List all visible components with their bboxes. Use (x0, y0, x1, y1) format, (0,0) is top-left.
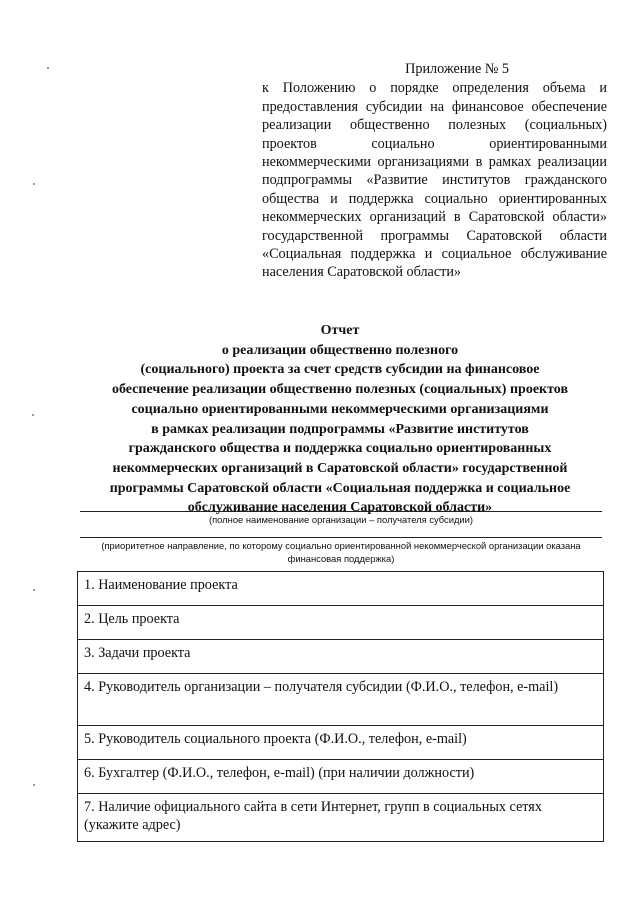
table-row (78, 572, 604, 606)
report-heading-line: программы Саратовской области «Социальная поддержка и социальное (109, 480, 571, 496)
table-row (78, 674, 604, 726)
table-row (78, 640, 604, 674)
project-head-cell[interactable]: 5. Руководитель социального проекта (Ф.И.О., телефон, e-mail) (78, 726, 604, 760)
report-title: Отчет (320, 323, 360, 338)
project-tasks-cell[interactable]: 3. Задачи проекта (78, 640, 604, 674)
table-row (78, 760, 604, 794)
appendix-block (262, 60, 607, 282)
website-cell[interactable]: 7. Наличие официального сайта в сети Интернет, групп в социальных сетях (укажите адрес) (78, 794, 604, 842)
table-row (78, 606, 604, 640)
project-info-table (77, 571, 604, 842)
project-goal-cell[interactable]: 2. Цель проекта (78, 606, 604, 640)
organization-field-caption: (полное наименование организации – получателя субсидии) (208, 514, 474, 525)
scan-speck (33, 589, 35, 591)
fill-in-line (80, 537, 602, 538)
appendix-title: Приложение № 5 (405, 61, 509, 77)
report-heading-line: социально ориентированными некоммерческими организациями (131, 401, 549, 417)
project-name-cell[interactable]: 1. Наименование проекта (78, 572, 604, 606)
direction-field-caption: (приоритетное направление, по которому социально ориентированной некоммерческой организации оказана финансовая поддержка) (101, 540, 581, 564)
scan-speck (33, 784, 35, 786)
org-head-cell[interactable]: 4. Руководитель организации – получателя субсидии (Ф.И.О., телефон, e-mail) (78, 674, 604, 726)
accountant-cell[interactable]: 6. Бухгалтер (Ф.И.О., телефон, e-mail) (при наличии должности) (78, 760, 604, 794)
table-row (78, 794, 604, 842)
scan-speck (32, 414, 34, 416)
fill-in-line (80, 511, 602, 512)
report-heading-line: обеспечение реализации общественно полезных (социальных) проектов (111, 382, 569, 398)
report-heading-line: обслуживание населения Саратовской области» (187, 500, 493, 516)
report-heading-line: некоммерческих организаций в Саратовской области» государственной (112, 460, 568, 476)
report-heading-line: о реализации общественно полезного (221, 342, 459, 358)
scan-speck (47, 67, 49, 69)
report-heading (70, 321, 610, 518)
scan-speck (33, 183, 35, 185)
priority-direction-field[interactable] (80, 537, 602, 565)
appendix-text: к Положению о порядке определения объема и предоставления субсидии на финансовое обеспечение реализации общественно полезных (социальных) проектов социально ориентированными некоммерческими организациями в рамках реализации подпрограммы «Развитие институтов гражданского общества и поддержка социально ориентированных некоммерческих организаций в Саратовской области» государственной программы Саратовской области «Социальная поддержка и социальное обслуживание населения Саратовской области» (262, 80, 607, 281)
report-heading-line: гражданского общества и поддержка социально ориентированных (128, 441, 552, 457)
report-heading-line: (социального) проекта за счет средств субсидии на финансовое (140, 362, 540, 378)
table-row (78, 726, 604, 760)
report-heading-line: в рамках реализации подпрограммы «Развитие институтов (151, 421, 529, 437)
organization-name-field[interactable] (80, 511, 602, 527)
